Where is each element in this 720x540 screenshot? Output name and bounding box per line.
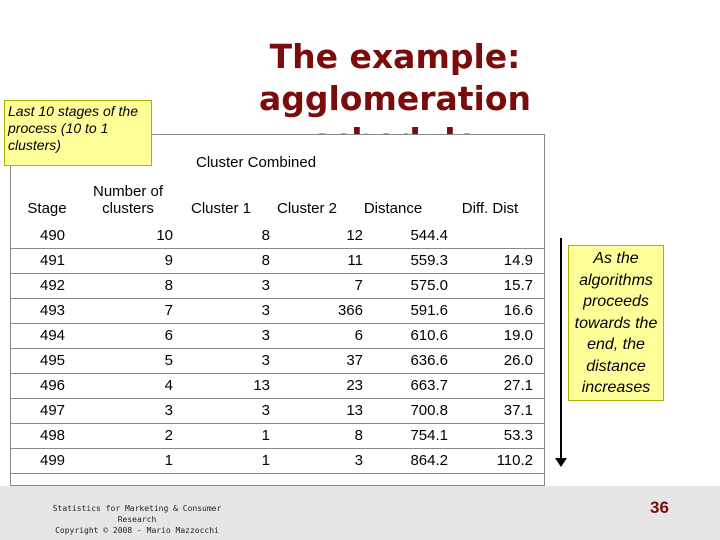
cell-stage: 490 [10, 223, 95, 248]
cell-diff: 26.0 [458, 348, 545, 373]
cell-c2: 37 [272, 348, 363, 373]
table-row [10, 248, 545, 273]
cell-clusters: 3 [95, 398, 181, 423]
table-row [10, 373, 545, 398]
cell-c1: 1 [181, 448, 272, 473]
cell-c2: 11 [272, 248, 363, 273]
cell-diff: 37.1 [458, 398, 545, 423]
cell-distance: 754.1 [363, 423, 458, 448]
cell-c1: 3 [181, 348, 272, 373]
table-row [10, 398, 545, 423]
cell-c1: 13 [181, 373, 272, 398]
table-row [10, 323, 545, 348]
cluster-combined-header: Cluster Combined [196, 154, 317, 171]
cell-c2: 12 [272, 223, 363, 248]
table-row [10, 298, 545, 323]
cell-stage: 497 [10, 398, 95, 423]
footer-line-1: Statistics for Marketing & Consumer Research [52, 504, 222, 524]
clusters-header-line-1: Number of [92, 183, 164, 200]
page-number: 36 [650, 498, 669, 517]
table-row [10, 348, 545, 373]
cell-c1: 8 [181, 248, 272, 273]
cell-distance: 544.4 [363, 223, 458, 248]
cell-c1: 1 [181, 423, 272, 448]
cell-c2: 7 [272, 273, 363, 298]
cell-diff: 19.0 [458, 323, 545, 348]
cell-clusters: 8 [95, 273, 181, 298]
cluster1-header: Cluster 1 [190, 200, 252, 217]
footer-credit [32, 503, 242, 536]
table-row [10, 423, 545, 448]
stages-note: Last 10 stages of the process (10 to 1 clusters) [4, 100, 152, 166]
cell-stage: 494 [10, 323, 95, 348]
cell-distance: 864.2 [363, 448, 458, 473]
cell-c2: 23 [272, 373, 363, 398]
cell-distance: 559.3 [363, 248, 458, 273]
cell-diff: 53.3 [458, 423, 545, 448]
table-row [10, 448, 545, 473]
clusters-header [84, 183, 172, 217]
cell-c2: 366 [272, 298, 363, 323]
cell-stage: 493 [10, 298, 95, 323]
cell-diff: 110.2 [458, 448, 545, 473]
cell-clusters: 5 [95, 348, 181, 373]
clusters-header-line-2: clusters [102, 200, 154, 217]
cell-stage: 499 [10, 448, 95, 473]
cluster2-header: Cluster 2 [276, 200, 338, 217]
cell-clusters: 6 [95, 323, 181, 348]
cell-clusters: 10 [95, 223, 181, 248]
cell-stage: 496 [10, 373, 95, 398]
distance-header: Distance [363, 200, 423, 217]
cell-distance: 591.6 [363, 298, 458, 323]
down-arrow-line [560, 238, 562, 460]
cell-clusters: 2 [95, 423, 181, 448]
diff-dist-header: Diff. Dist [461, 200, 519, 217]
cell-c1: 3 [181, 273, 272, 298]
cell-diff [458, 223, 545, 248]
cell-distance: 700.8 [363, 398, 458, 423]
cell-stage: 492 [10, 273, 95, 298]
footer-line-2: Copyright © 2008 - Mario Mazzocchi [55, 526, 219, 535]
table-row [10, 273, 545, 298]
cell-clusters: 1 [95, 448, 181, 473]
cell-c1: 3 [181, 298, 272, 323]
cell-c1: 3 [181, 323, 272, 348]
table-row [10, 223, 545, 248]
title-line-2: agglomeration [258, 79, 532, 118]
cell-stage: 495 [10, 348, 95, 373]
agglomeration-table [10, 223, 545, 474]
cell-c1: 3 [181, 398, 272, 423]
cell-diff: 27.1 [458, 373, 545, 398]
cell-clusters: 9 [95, 248, 181, 273]
cell-c2: 13 [272, 398, 363, 423]
cell-clusters: 4 [95, 373, 181, 398]
cell-c2: 3 [272, 448, 363, 473]
cell-diff: 15.7 [458, 273, 545, 298]
cell-distance: 610.6 [363, 323, 458, 348]
down-arrow-icon [555, 458, 567, 467]
cell-c2: 6 [272, 323, 363, 348]
cell-c1: 8 [181, 223, 272, 248]
cell-stage: 498 [10, 423, 95, 448]
stage-header: Stage [27, 200, 67, 217]
cell-clusters: 7 [95, 298, 181, 323]
cell-distance: 663.7 [363, 373, 458, 398]
cell-diff: 14.9 [458, 248, 545, 273]
cell-diff: 16.6 [458, 298, 545, 323]
cell-c2: 8 [272, 423, 363, 448]
cell-distance: 636.6 [363, 348, 458, 373]
cell-stage: 491 [10, 248, 95, 273]
title-line-1: The example: [269, 37, 521, 76]
distance-note: As the algorithms proceeds towards the end, the distance increases [568, 245, 664, 401]
cell-distance: 575.0 [363, 273, 458, 298]
